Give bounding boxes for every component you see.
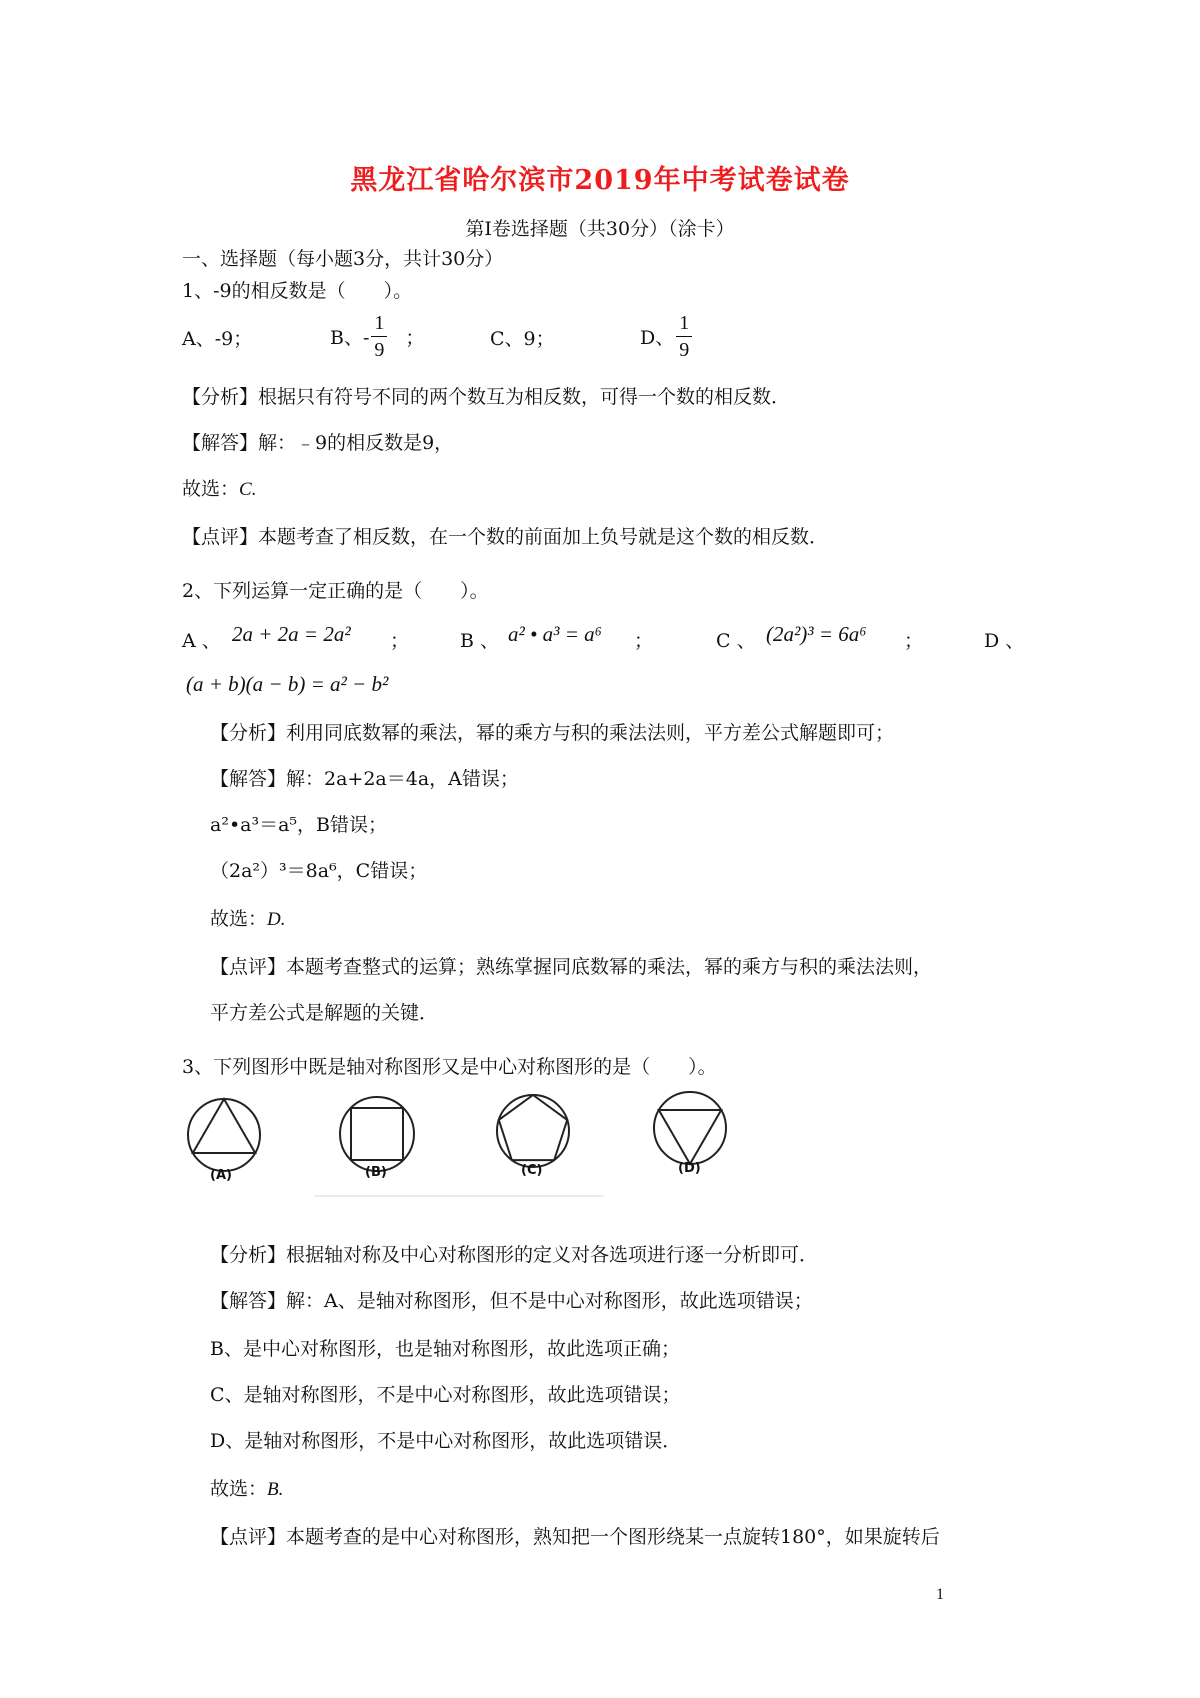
q1-option-b-denominator: 9 <box>374 338 385 361</box>
q1-choice-value: C. <box>239 479 257 500</box>
q1-answer: 【解答】解：﹣9的相反数是9， <box>182 432 454 454</box>
q1-option-b-label: B、- <box>330 326 370 349</box>
q1-option-d-denominator: 9 <box>679 338 690 361</box>
q2-option-b-expr: a² • a³ = a⁶ <box>508 622 602 646</box>
q1-comment: 【点评】本题考查了相反数，在一个数的前面加上负号就是这个数的相反数． <box>182 526 829 548</box>
q2-answer-1: 【解答】解：2a+2a＝4a，A错误； <box>210 768 519 790</box>
q2-option-c-sep: ； <box>904 630 924 652</box>
q1-option-b <box>330 308 424 364</box>
part-heading: 第Ⅰ卷选择题（共30分）（涂卡） <box>465 218 735 240</box>
section-heading: 一、选择题（每小题3分，共计30分） <box>182 248 504 270</box>
page-number: 1 <box>936 1586 944 1603</box>
figure-a-circle-triangle <box>188 1099 260 1171</box>
q3-figures-svg <box>184 1090 784 1200</box>
q2-option-d-expr: (a + b)(a − b) = a² − b² <box>186 672 389 696</box>
q1-analysis: 【分析】根据只有符号不同的两个数互为相反数，可得一个数的相反数． <box>182 386 791 408</box>
q3-stem: 3、下列图形中既是轴对称图形又是中心对称图形的是（ ）。 <box>182 1056 717 1078</box>
q2-option-a-label: A 、 <box>182 630 221 652</box>
q3-choice-label: 故选： <box>210 1478 268 1500</box>
q2-stem: 2、下列运算一定正确的是（ ）。 <box>182 580 489 602</box>
figure-d-caption: (D) <box>678 1161 701 1176</box>
q2-option-d-label: D 、 <box>984 630 1025 652</box>
q1-option-d-numerator: 1 <box>676 313 692 337</box>
q3-answer-3: C、是轴对称图形，不是中心对称图形，故此选项错误； <box>210 1384 681 1406</box>
q1-choice-label: 故选： <box>182 478 240 500</box>
q2-option-a-sep: ； <box>390 630 410 652</box>
q1-option-b-fraction <box>371 313 387 360</box>
q3-answer-1: 【解答】解：A、是轴对称图形，但不是中心对称图形，故此选项错误； <box>210 1290 813 1312</box>
q1-stem: 1、-9的相反数是（ ）。 <box>182 280 413 302</box>
q3-choice <box>210 1474 283 1501</box>
figure-b-caption: (B) <box>365 1165 387 1180</box>
q3-figures <box>184 1090 784 1200</box>
q3-analysis: 【分析】根据轴对称及中心对称图形的定义对各选项进行逐一分析即可． <box>210 1244 819 1266</box>
q1-option-c: C、9； <box>490 328 555 350</box>
q3-choice-value: B. <box>267 1479 284 1500</box>
figure-a-caption: (A) <box>210 1168 232 1183</box>
q2-choice <box>210 904 286 931</box>
q1-option-d-fraction <box>676 313 692 360</box>
q2-option-b-label: B 、 <box>460 630 500 652</box>
q2-option-c-expr: (2a²)³ = 6a⁶ <box>766 622 867 646</box>
q2-option-c-label: C 、 <box>716 630 756 652</box>
q2-option-a-expr: 2a + 2a = 2a² <box>232 622 351 646</box>
q1-choice <box>182 474 256 501</box>
q2-answer-3: （2a²）³＝8a⁶，C错误； <box>210 860 428 882</box>
q2-comment-2: 平方差公式是解题的关键． <box>210 1002 439 1024</box>
q2-choice-value: D. <box>267 909 286 930</box>
q2-comment-1: 【点评】本题考查整式的运算；熟练掌握同底数幂的乘法，幂的乘方与积的乘法法则， <box>210 956 933 978</box>
q2-option-b-sep: ； <box>634 630 654 652</box>
q1-option-b-numerator: 1 <box>371 313 387 337</box>
q2-analysis: 【分析】利用同底数幂的乘法，幂的乘方与积的乘法法则，平方差公式解题即可； <box>210 722 895 744</box>
figure-c-caption: (C) <box>521 1163 543 1178</box>
q1-option-d-label: D、 <box>640 326 675 349</box>
figure-d-circle-inverted-triangle <box>654 1092 726 1164</box>
q2-answer-2: a²•a³＝a⁵，B错误； <box>210 814 388 836</box>
q3-comment: 【点评】本题考查的是中心对称图形，熟知把一个图形绕某一点旋转180°，如果旋转后 <box>210 1526 940 1548</box>
q1-option-d <box>640 308 692 364</box>
q2-choice-label: 故选： <box>210 908 268 930</box>
q1-option-b-end: ； <box>405 326 425 349</box>
figure-c-circle-pentagon <box>497 1095 569 1167</box>
q3-answer-2: B、是中心对称图形，也是轴对称图形，故此选项正确； <box>210 1338 680 1360</box>
q1-option-a: A、-9； <box>182 328 253 350</box>
q3-answer-4: D、是轴对称图形，不是中心对称图形，故此选项错误． <box>210 1430 682 1452</box>
figure-b-circle-square <box>340 1097 414 1171</box>
document-title: 黑龙江省哈尔滨市2019年中考试卷试卷 <box>350 165 850 196</box>
